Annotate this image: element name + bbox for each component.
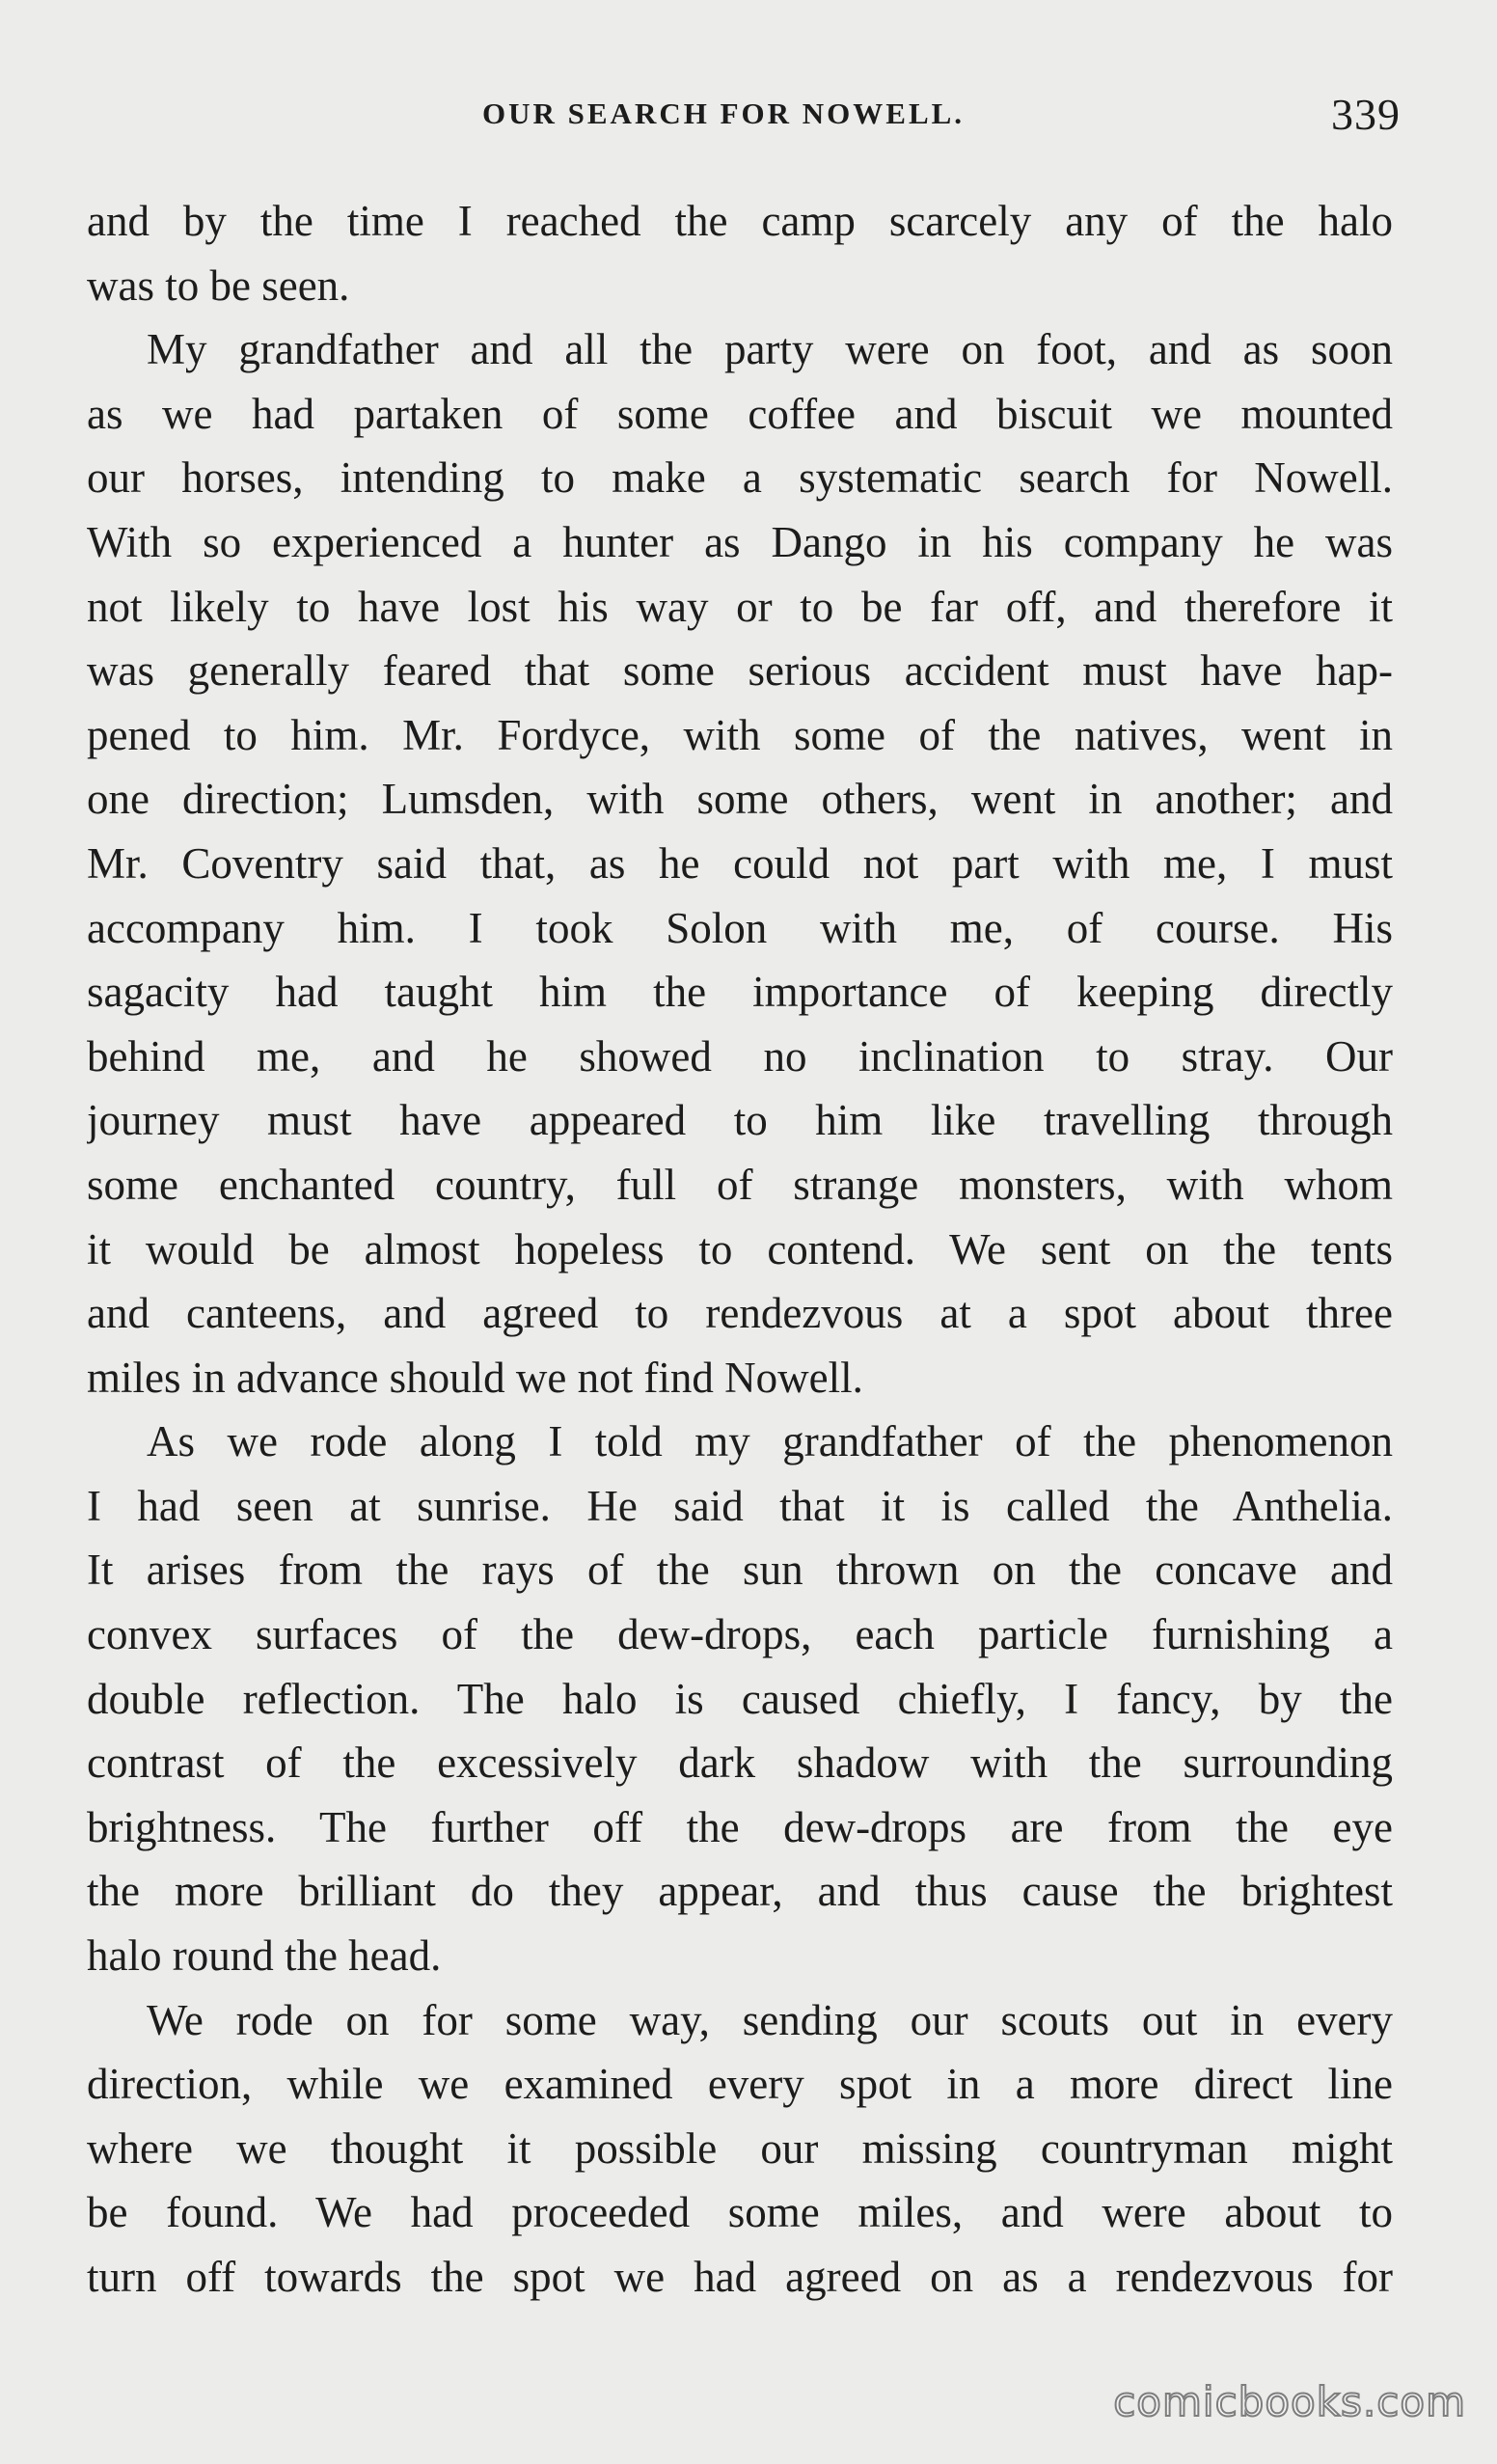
text-line: be found. We had proceeded some miles, and were about to (87, 2188, 1393, 2237)
text-line: convex surfaces of the dew-drops, each particle furnishing a (87, 1610, 1393, 1659)
text-line: and canteens, and agreed to rendezvous at a spot about three (87, 1289, 1393, 1338)
text-line: one direction; Lumsden, with some others, went in another; and (87, 775, 1393, 824)
text-line: our horses, intending to make a systematic search for Nowell. (87, 453, 1393, 503)
body-text (87, 189, 1393, 2310)
text-line: pened to him. Mr. Fordyce, with some of the natives, went in (87, 710, 1393, 759)
text-line: turn off towards the spot we had agreed on as a rendezvous for (87, 2253, 1393, 2301)
text-line: With so experienced a hunter as Dango in his company he was (87, 517, 1393, 566)
text-line: double reflection. The halo is caused chiefly, I fancy, by the (87, 1674, 1393, 1723)
text-line: it would be almost hopeless to contend. We sent on the tents (87, 1224, 1393, 1273)
text-line: was generally feared that some serious accident must have hap- (87, 646, 1393, 696)
text-line: contrast of the excessively dark shadow with the surrounding (87, 1738, 1393, 1788)
text-line: was to be seen. (87, 260, 350, 310)
text-line: direction, while we examined every spot in a more direct line (87, 2060, 1393, 2109)
text-line: behind me, and he showed no inclination to stray. Our (87, 1031, 1393, 1081)
running-title: OUR SEARCH FOR NOWELL. (482, 96, 966, 130)
text-line: Mr. Coventry said that, as he could not part with me, I must (87, 838, 1393, 888)
text-line: as we had partaken of some coffee and biscuit we mounted (87, 389, 1393, 438)
text-line: halo round the head. (87, 1931, 442, 1981)
text-line: miles in advance should we not find Nowell. (87, 1353, 863, 1402)
text-line: We rode on for some way, sending our scouts out in every (147, 1995, 1393, 2044)
text-line: not likely to have lost his way or to be far off, and therefore it (87, 582, 1393, 631)
text-line: accompany him. I took Solon with me, of course. His (87, 903, 1393, 952)
text-line: brightness. The further off the dew-drops are from the eye (87, 1802, 1393, 1851)
text-line: journey must have appeared to him like travelling through (87, 1096, 1393, 1145)
text-line: some enchanted country, full of strange monsters, with whom (87, 1160, 1393, 1209)
running-head (87, 89, 1399, 147)
text-line: the more brilliant do they appear, and thus cause the brightest (87, 1867, 1393, 1916)
text-line: and by the time I reached the camp scarcely any of the halo (87, 197, 1393, 245)
page-number: 339 (1331, 90, 1401, 139)
text-line: where we thought it possible our missing countryman might (87, 2123, 1393, 2173)
text-line: I had seen at sunrise. He said that it is called the Anthelia. (87, 1481, 1393, 1530)
text-line: My grandfather and all the party were on foot, and as soon (147, 325, 1393, 374)
text-line: As we rode along I told my grandfather of the phenomenon (147, 1417, 1393, 1466)
text-line: It arises from the rays of the sun thrown on the concave and (87, 1546, 1393, 1595)
text-line: sagacity had taught him the importance of keeping directly (87, 968, 1393, 1017)
watermark: comicbooks.com (1113, 2378, 1466, 2425)
